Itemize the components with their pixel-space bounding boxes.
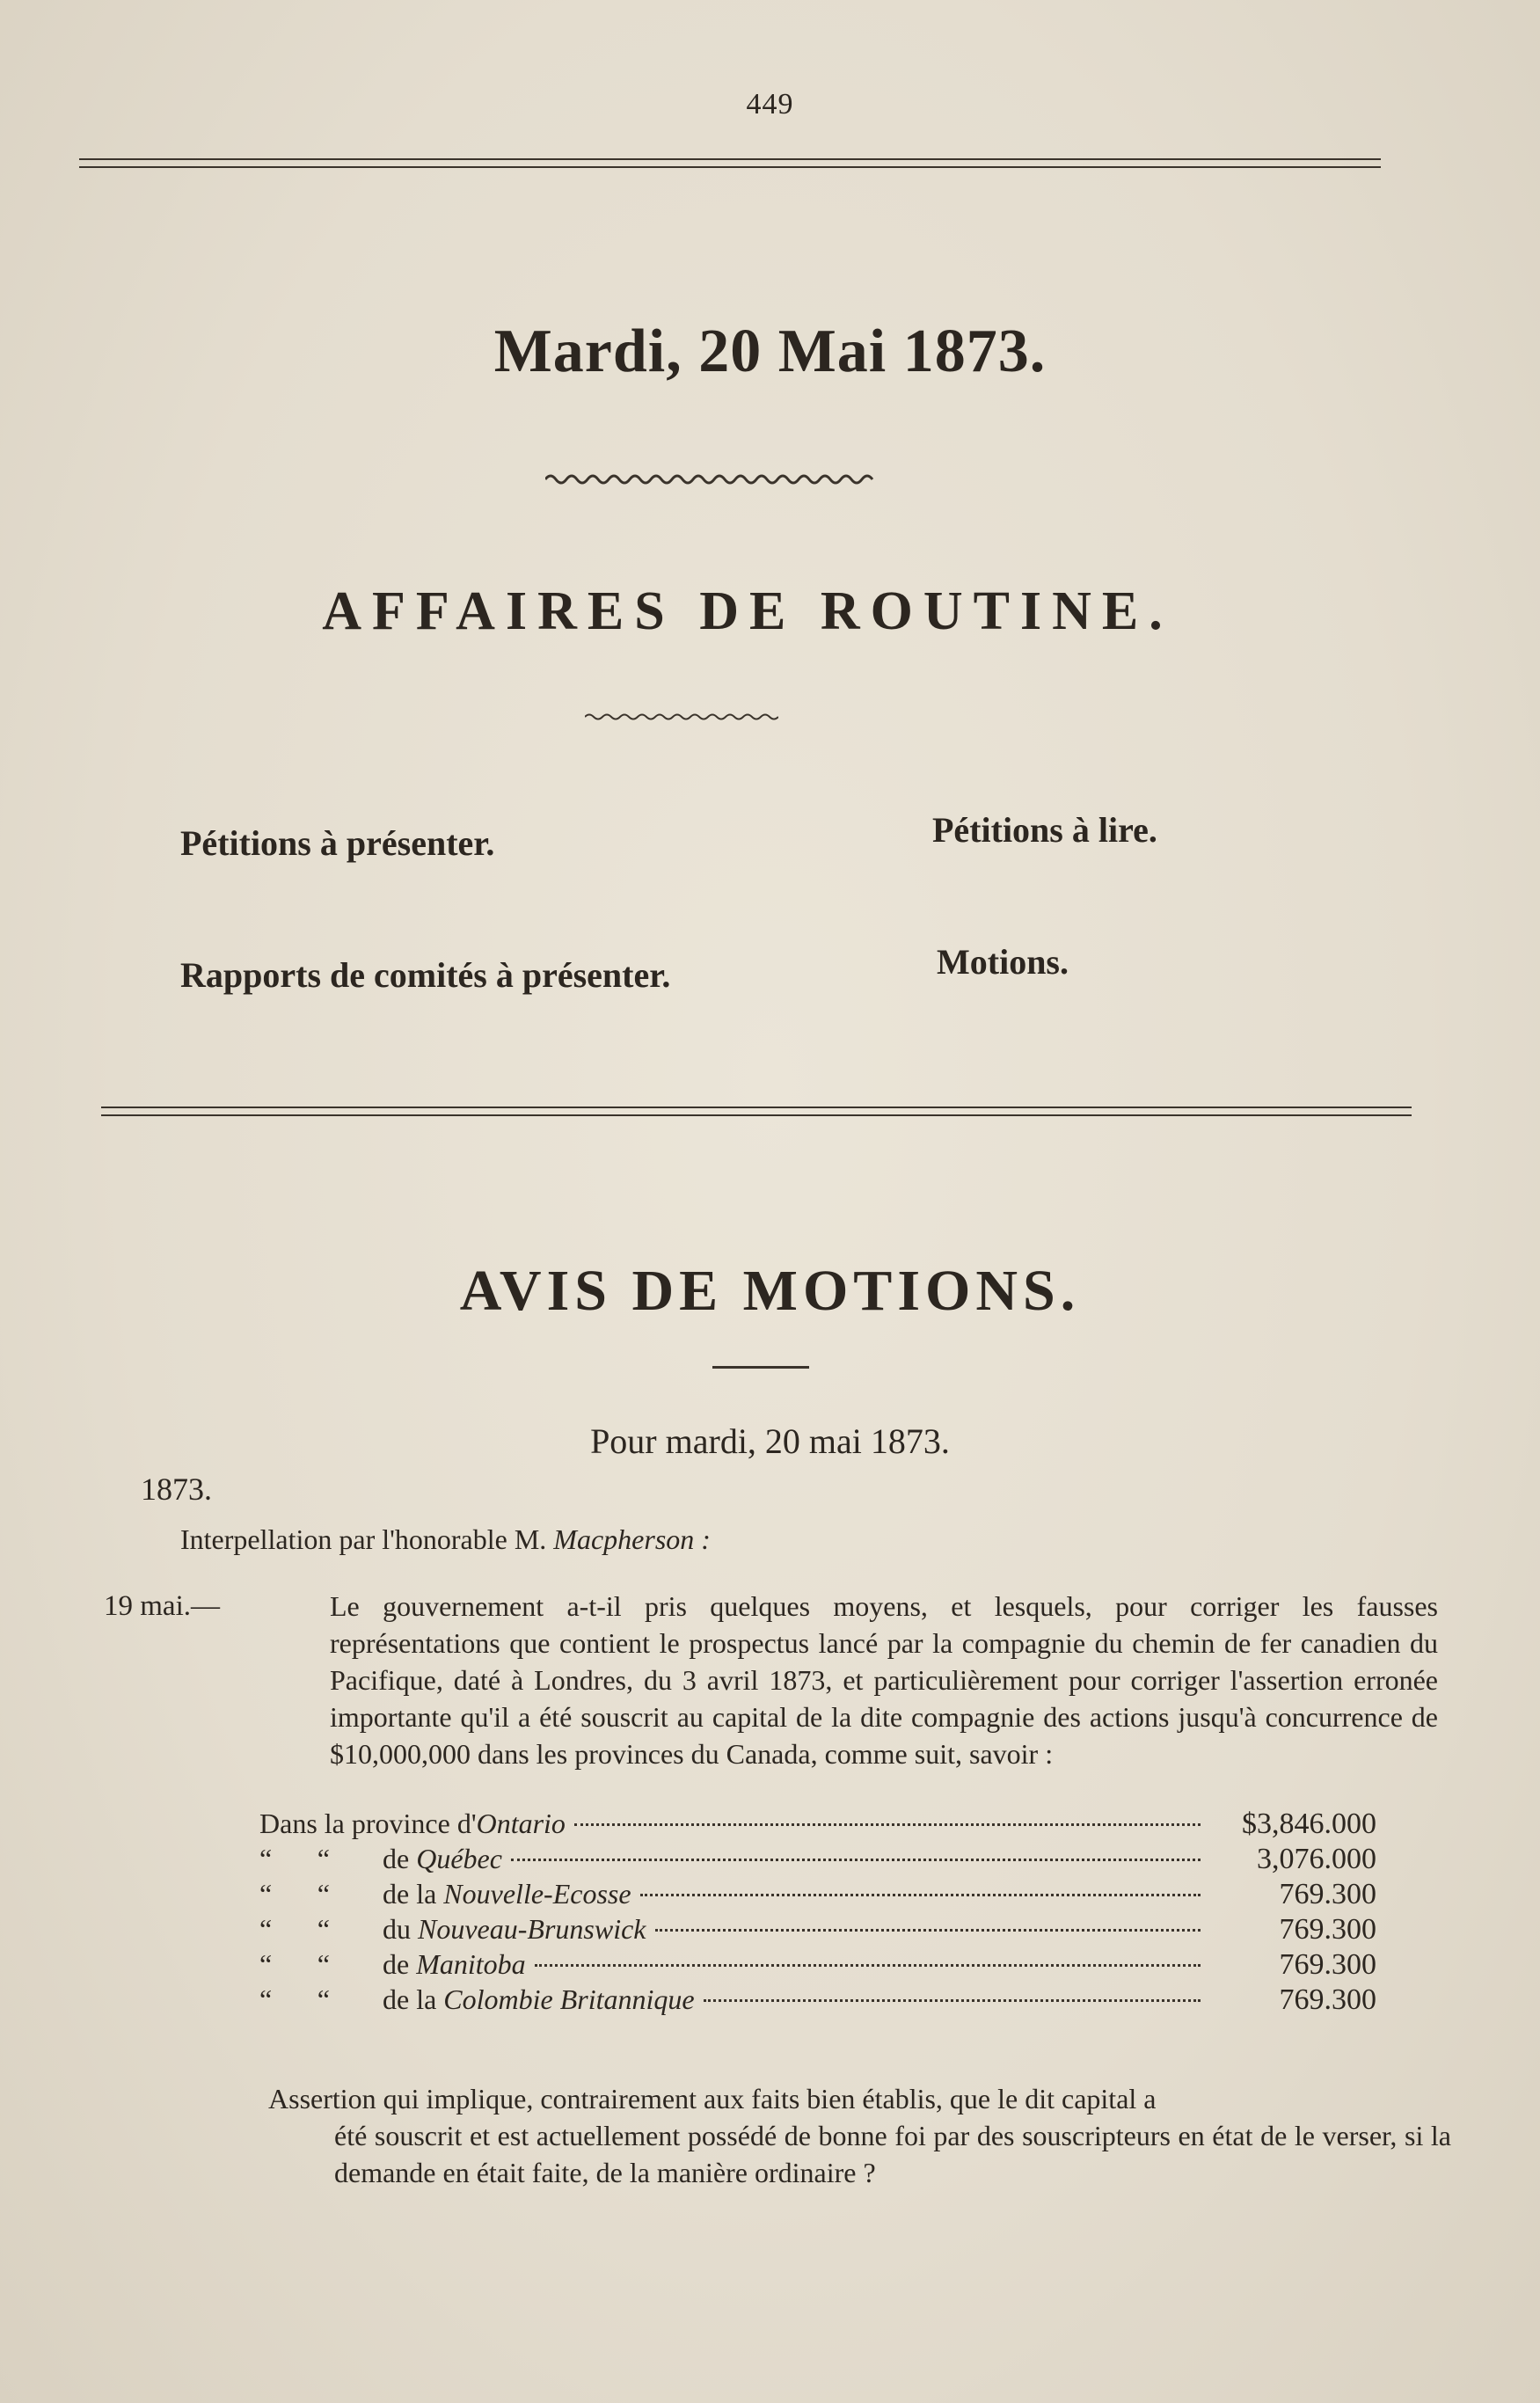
row-label bbox=[383, 1948, 526, 1981]
dot-leader bbox=[535, 1964, 1201, 1967]
row-province: Ontario bbox=[476, 1808, 566, 1839]
row-prefix: du bbox=[383, 1913, 418, 1945]
top-double-rule bbox=[79, 158, 1381, 168]
ditto-marks bbox=[259, 1948, 383, 1981]
table-row bbox=[259, 1948, 1376, 1983]
row-label bbox=[383, 1878, 631, 1910]
row-prefix: de bbox=[383, 1948, 417, 1980]
routine-petitions-presenter: Pétitions à présenter. bbox=[180, 823, 495, 863]
assertion-rest: été souscrit et est actuellement possédé de bonne foi par des souscripteurs en état de le verser, si la demande en était faite, de la manière ordinaire ? bbox=[334, 2120, 1451, 2188]
row-prefix: Dans la province d' bbox=[259, 1808, 477, 1839]
ditto-mark: “ bbox=[317, 1948, 330, 1980]
subscription-table bbox=[259, 1808, 1376, 2019]
table-row bbox=[259, 1808, 1376, 1843]
dot-leader bbox=[511, 1859, 1201, 1861]
ditto-mark: “ bbox=[259, 1948, 273, 1980]
year-label: 1873. bbox=[141, 1472, 212, 1507]
row-label bbox=[383, 1913, 646, 1946]
ditto-mark: “ bbox=[259, 1913, 273, 1945]
row-province: Nouveau-Brunswick bbox=[418, 1913, 646, 1945]
row-amount: 3,076.000 bbox=[1257, 1843, 1376, 1875]
routine-motions: Motions. bbox=[937, 942, 1069, 982]
row-label bbox=[383, 1983, 695, 2016]
assertion-paragraph bbox=[268, 2080, 1451, 2191]
question-date: 19 mai.— bbox=[104, 1590, 220, 1622]
ditto-mark: “ bbox=[259, 1983, 273, 2015]
interpellation-prefix: Interpellation par l'honorable M. bbox=[180, 1523, 547, 1555]
ditto-mark: “ bbox=[317, 1878, 330, 1910]
date-heading: Mardi, 20 Mai 1873. bbox=[493, 318, 1047, 385]
ditto-marks bbox=[259, 1983, 383, 2016]
row-province: Nouvelle-Ecosse bbox=[443, 1878, 631, 1910]
row-prefix: de la bbox=[383, 1878, 444, 1910]
row-amount: 769.300 bbox=[1279, 1878, 1376, 1910]
row-prefix: de bbox=[383, 1843, 417, 1874]
table-row bbox=[259, 1843, 1376, 1878]
row-amount: 769.300 bbox=[1279, 1948, 1376, 1981]
wavy-ornament-small bbox=[585, 708, 778, 726]
routine-rapports: Rapports de comités à présenter. bbox=[180, 955, 671, 995]
ditto-marks bbox=[259, 1913, 383, 1946]
page-number: 449 bbox=[746, 88, 794, 121]
table-row bbox=[259, 1983, 1376, 2019]
short-rule bbox=[712, 1366, 809, 1369]
dot-leader bbox=[704, 1999, 1201, 2002]
dot-leader bbox=[574, 1823, 1201, 1826]
question-body: Le gouvernement a-t-il pris quelques moyens, et lesquels, pour corriger les fausses représentations que contient le prospectus lancé par la compagnie du chemin de fer canadien du Pacifique, daté à Londres, du 3 avril 1873, et particulièrement pour corriger l'assertion erronée importante qu'il a été souscrit au capital de la dite compagnie des actions jusqu'à concurrence de $10,000,000 dans les provinces du Canada, comme suit, savoir : bbox=[330, 1590, 1438, 1770]
ditto-mark: “ bbox=[317, 1983, 330, 2015]
question-text bbox=[330, 1588, 1438, 1772]
row-label bbox=[383, 1843, 502, 1875]
avis-subheading: Pour mardi, 20 mai 1873. bbox=[590, 1421, 950, 1461]
row-prefix: de la bbox=[383, 1983, 444, 2015]
routine-heading: AFFAIRES DE ROUTINE. bbox=[322, 581, 1173, 641]
ditto-mark: “ bbox=[259, 1843, 273, 1874]
row-amount: 769.300 bbox=[1279, 1913, 1376, 1946]
row-amount: $3,846.000 bbox=[1242, 1808, 1376, 1840]
wavy-ornament bbox=[545, 466, 879, 493]
row-province: Colombie Britannique bbox=[443, 1983, 695, 2015]
table-row bbox=[259, 1878, 1376, 1913]
interpellation-line bbox=[180, 1523, 711, 1556]
table-row bbox=[259, 1913, 1376, 1948]
row-label bbox=[259, 1808, 566, 1840]
middle-double-rule bbox=[101, 1107, 1412, 1116]
row-amount: 769.300 bbox=[1279, 1983, 1376, 2016]
ditto-mark: “ bbox=[317, 1913, 330, 1945]
interpellation-mover: Macpherson : bbox=[553, 1523, 711, 1555]
routine-petitions-lire: Pétitions à lire. bbox=[932, 810, 1157, 850]
row-province: Québec bbox=[416, 1843, 502, 1874]
ditto-mark: “ bbox=[259, 1878, 273, 1910]
ditto-marks bbox=[259, 1843, 383, 1875]
row-province: Manitoba bbox=[416, 1948, 526, 1980]
dot-leader bbox=[640, 1894, 1201, 1896]
ditto-marks bbox=[259, 1878, 383, 1910]
assertion-first-line: Assertion qui implique, contrairement aux faits bien établis, que le dit capital a bbox=[268, 2083, 1157, 2114]
dot-leader bbox=[655, 1929, 1201, 1932]
avis-heading: AVIS DE MOTIONS. bbox=[459, 1259, 1081, 1323]
ditto-mark: “ bbox=[317, 1843, 330, 1874]
